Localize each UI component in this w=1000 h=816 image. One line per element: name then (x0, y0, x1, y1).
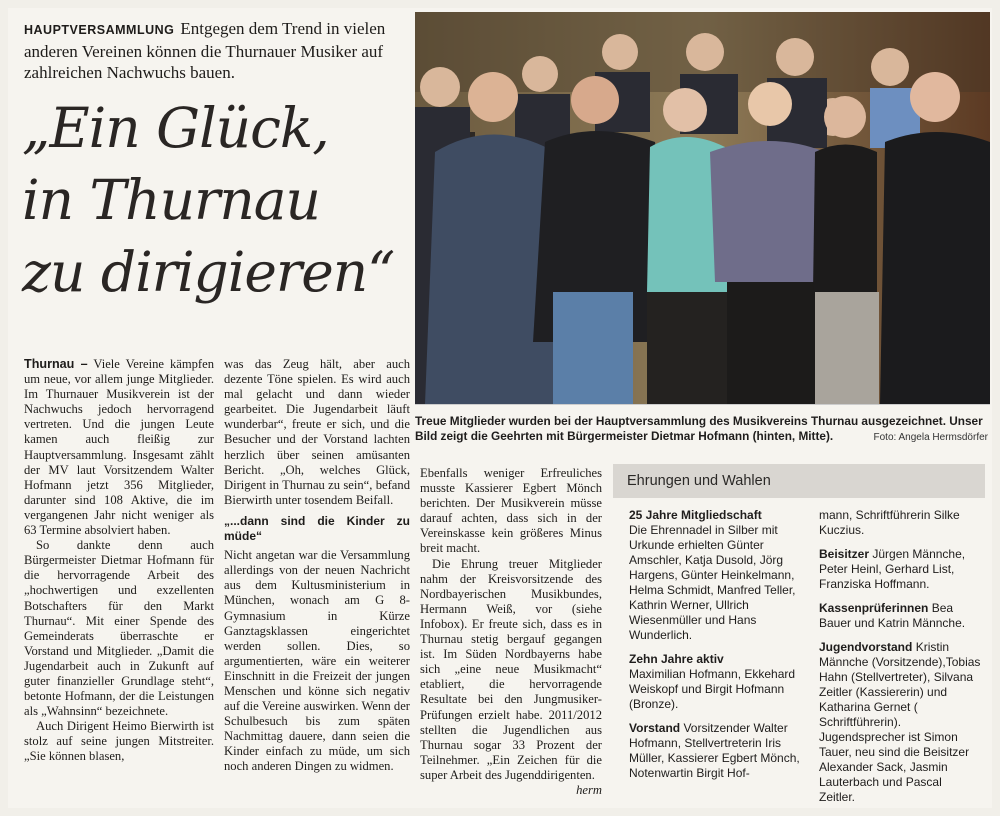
headline-line-3: zu dirigieren“ (22, 240, 395, 304)
infobox-section-body: mann, Schriftführerin Silke Kuczius. (819, 508, 960, 537)
article-paragraph: Die Ehrung treuer Mitglieder nahm der Kreisvorsitzende des Nordbayerischen Musikbundes, Hermann Weiß, vor (siehe Infobox). Er freute sich, dass es in Thurnau stetig bergauf gegangen ist. Im Süden Nordbayerns habe sich „eine neue Musikmacht“ etabliert, die hervorragende Resultate bei den Jungmusiker-Prüfungen erzielt habe. 2011/2012 stellten die Jugendlichen aus Thurnau sogar 33 Prozent der Teilnehmer. „Ein Zeichen für die super Arbeit des Jugenddirigenten. (420, 556, 602, 782)
article-column-2 (224, 357, 410, 775)
author-signature: herm (576, 782, 602, 797)
infobox-section-head: Beisitzer (819, 547, 870, 561)
infobox-left-column (629, 508, 809, 790)
infobox-section-body: Jürgen Männche, Peter Heinl, Gerhard List, Franziska Hoffmann. (819, 547, 966, 591)
article-paragraph: was das Zeug hält, aber auch dezente Töne spielen. Es wird auch mal gelacht und dann wieder gearbeitet. Die Jugendarbeit läuft wunderbar“, freute er sich, und die Besucher und der Vorstand lachten herzlich über seinen amüsanten Bericht. „Oh, welches Glück, Dirigent in Thurnau zu sein“, befand Bierwirth unter tosendem Beifall. (224, 357, 410, 507)
infobox-section-body: Bea Bauer und Katrin Männche. (819, 601, 966, 630)
headline (22, 92, 422, 308)
infobox-section-head: Vorstand (629, 721, 681, 735)
article-column-1 (24, 357, 214, 765)
photo-credit: Foto: Angela Hermsdörfer (873, 432, 988, 443)
headline-line-1: „Ein Glück, (22, 96, 329, 160)
infobox-section (629, 652, 809, 712)
article-paragraph: Nicht angetan war die Versammlung allerdings von der neuen Nachricht aus dem Kultusministerium in München, wonach am G 8-Gymnasium in Kürze Ganztagsklassen eingerichtet werden sollen. Dies, so argumentierten, wäre ein weiterer Einschnitt in die Freizeit der jungen Menschen und könne sich negativ auf die Vereine auswirken. Wenn der Schulbesuch bis zum späten Nachmittag dauere, dann seien die Kinder einfach zu müde, um sich noch anderen Dingen zu widmen. (224, 548, 410, 774)
infobox-section (629, 508, 809, 643)
article-paragraph: Auch Dirigent Heimo Bierwirth ist stolz auf seine jungen Mitstreiter. „Sie können blasen, (24, 719, 214, 764)
kicker (24, 18, 416, 83)
photo-divider (415, 404, 990, 405)
infobox-section-head: Zehn Jahre aktiv (629, 652, 724, 666)
infobox-section-body: Die Ehrennadel in Silber mit Urkunde erhielten Günter Amschler, Katja Dusold, Jörg Hargens, Günter Heinkelmann, Helma Schmidt, Manfred Teller, Kathrin Werner, Ullrich Wiesenmüller und Hans Wunderlich. (629, 523, 796, 642)
infobox-section-head: Kassenprüferinnen (819, 601, 929, 615)
infobox-section-body: Kristin Männche (Vorsitzende),Tobias Hahn (Stellvertreter), Silvana Zeitler (Kassiererin) und Katharina Gernet ( Schriftführerin). Jugendsprecher ist Simon Tauer, neu sind die Beisitzer Alexander Sack, Jasmin Lauterbach und Pascal Zeitler. (819, 640, 981, 804)
group-photo (415, 12, 990, 404)
infobox-section (819, 640, 981, 805)
article-column-3 (420, 466, 602, 798)
infobox-section (819, 547, 981, 592)
infobox-section-body: Maximilian Hofmann, Ekkehard Weiskopf und Birgit Hofmann (Bronze). (629, 667, 796, 711)
article-paragraph: Ebenfalls weniger Erfreuliches musste Kassierer Egbert Mönch berichten. Der Musikverein müsse darauf achten, dass sich in der Vereinskasse kein größeres Minus breit macht. (420, 466, 602, 556)
dateline: Thurnau – (24, 357, 88, 371)
infobox (613, 464, 985, 804)
article-paragraph: So dankte denn auch Bürgermeister Dietmar Hofmann für die hervorragende Arbeit des „hochwertigen und exzellenten Botschafters für den Markt Thurnau“. Mit einer Spende des Gemeinderats überraschte er Vorstand und Mitglieder. „Damit die Jugendarbeit auch in Zukunft auf guter finanzieller Grundlage steht“, betonte Hofmann, der die Leistungen als „Wahnsinn“ bezeichnete. (24, 538, 214, 719)
subheading: „...dann sind die Kinder zu müde“ (224, 513, 410, 544)
section-tag: HAUPTVERSAMMLUNG (24, 23, 175, 37)
infobox-section (819, 601, 981, 631)
infobox-section (629, 721, 809, 781)
infobox-section-head: 25 Jahre Mitgliedschaft (629, 508, 762, 522)
infobox-section-head: Jugendvorstand (819, 640, 913, 654)
headline-line-2: in Thurnau (22, 168, 320, 232)
kicker-text: Entgegen dem Trend in vielen anderen Vereinen können die Thurnauer Musiker auf zahlreichen Nachwuchs bauen. (24, 19, 386, 82)
photo-caption: Treue Mitglieder wurden bei der Hauptversammlung des Musikvereins Thurnau ausgezeichnet. Unser Bild zeigt die Geehrten mit Bürgermeister Dietmar Hofmann (hinten, Mitte). (415, 414, 983, 443)
article-paragraph: Viele Vereine kämpfen um neue, vor allem junge Mitglieder. Im Thurnauer Musikverein ist der Nachwuchs jedoch hervorragend vertreten. Und die jungen Leute kamen auch fleißig zur Hauptversammlung. Insgesamt zählt der MV laut Vorsitzendem Walter Hofmann jetzt 356 Mitglieder, darunter sind 108 Aktive, die im vergangenen Jahr nicht weniger als 63 Termine absolviert haben. (24, 357, 215, 538)
infobox-section (819, 508, 981, 538)
infobox-title: Ehrungen und Wahlen (613, 464, 985, 498)
infobox-section-body: Vorsitzender Walter Hofmann, Stellvertreterin Iris Müller, Kassierer Egbert Mönch, Notenwartin Birgit Hof- (629, 721, 800, 780)
infobox-right-column (819, 508, 981, 814)
